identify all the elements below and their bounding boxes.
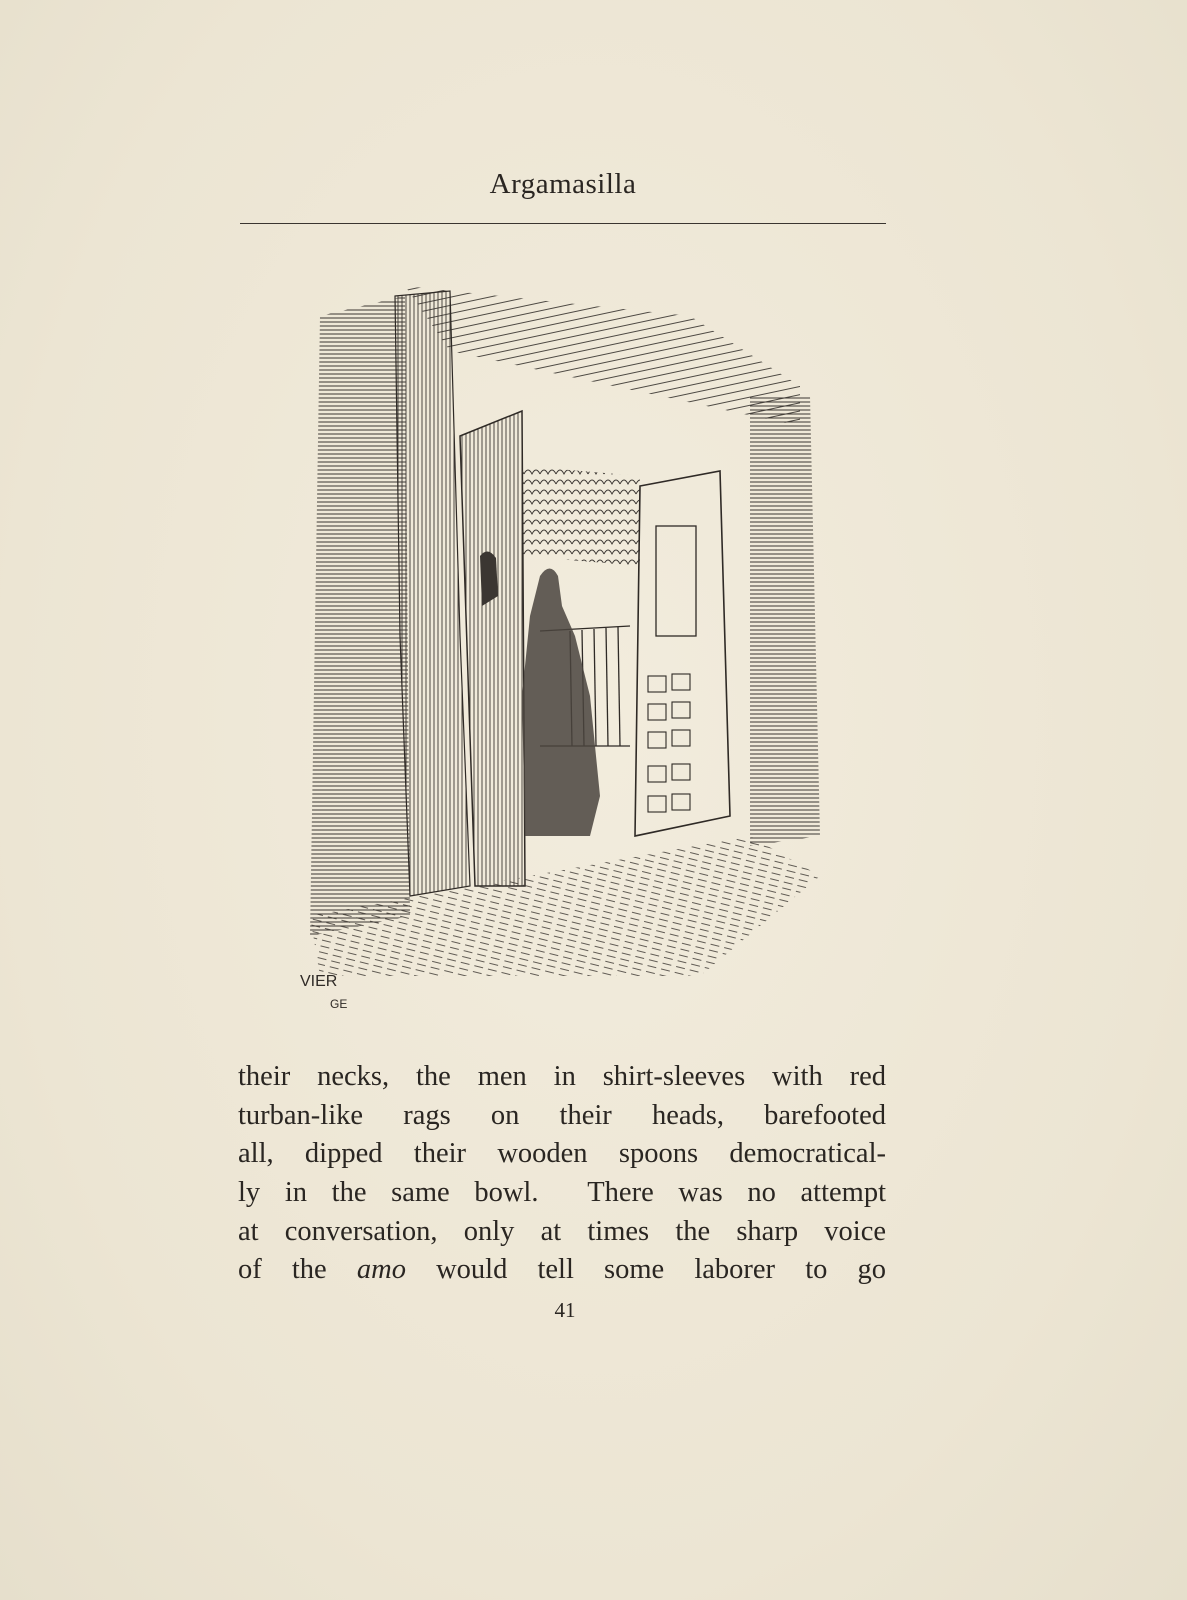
italic-word: amo bbox=[356, 1254, 406, 1286]
page-number: 41 bbox=[554, 1298, 576, 1322]
ceiling bbox=[405, 286, 800, 426]
curtain bbox=[395, 291, 470, 896]
text-line: all, dipped their wooden spoons democratical- bbox=[238, 1138, 886, 1170]
artist-signature: VIER bbox=[300, 973, 338, 990]
door-panels bbox=[648, 674, 690, 812]
running-title: Argamasilla bbox=[489, 168, 637, 200]
text-line: their necks, the men in shirt-sleeves with red bbox=[238, 1061, 886, 1092]
woman-figure bbox=[522, 569, 600, 837]
text-line: ly in the same bowl. There was no attempt bbox=[238, 1177, 886, 1209]
artist-signature-mark: GE bbox=[330, 997, 348, 1011]
door-window bbox=[656, 526, 696, 636]
engraving-illustration bbox=[300, 276, 840, 1036]
text-line: turban-like rags on their heads, barefooted bbox=[238, 1099, 886, 1131]
header-rule bbox=[240, 223, 886, 224]
illustration-svg bbox=[300, 276, 840, 1036]
right-wall bbox=[750, 396, 820, 846]
left-door bbox=[460, 411, 525, 886]
text-line: of the amo would tell some laborer to go bbox=[238, 1254, 887, 1286]
left-wall bbox=[310, 296, 410, 936]
roof-tiles bbox=[522, 466, 640, 566]
text-line: at conversation, only at times the sharp voice bbox=[238, 1215, 886, 1247]
body-paragraph bbox=[238, 1058, 886, 1290]
